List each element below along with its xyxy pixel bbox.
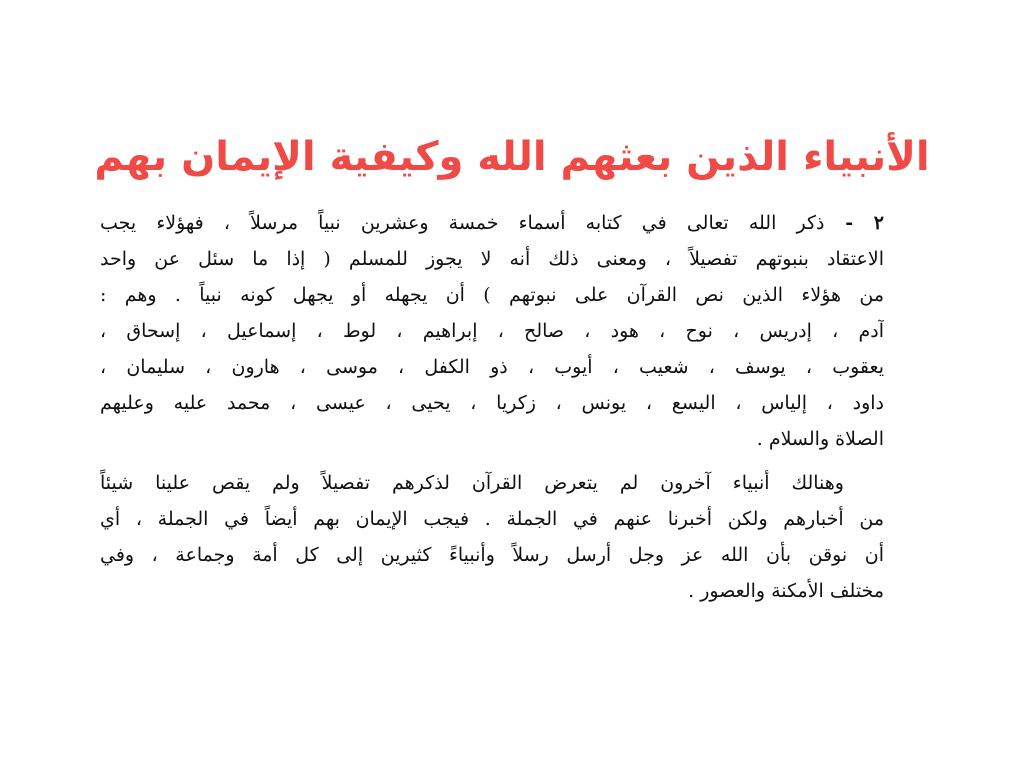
text-line: الاعتقاد بنبوتهم تفصيلاً ، ومعنى ذلك أنه لا يجوز للمسلم ( إذا ما سئل عن واحد bbox=[100, 248, 884, 270]
text-line: آدم ، إدريس ، نوح ، هود ، صالح ، إبراهيم ، لوط ، إسماعيل ، إسحاق ، bbox=[100, 320, 884, 342]
paragraph-other-prophets bbox=[100, 465, 884, 609]
text-line: الصلاة والسلام . bbox=[756, 428, 884, 450]
text-line bbox=[100, 205, 884, 241]
slide-title: الأنبياء الذين بعثهم الله وكيفية الإيمان بهم bbox=[94, 133, 930, 180]
paragraph-prophets-named bbox=[100, 205, 884, 457]
text-line: داود ، إلياس ، اليسع ، يونس ، زكريا ، يحيى ، عيسى ، محمد عليه وعليهم bbox=[100, 392, 884, 414]
text-line: مختلف الأمكنة والعصور . bbox=[688, 580, 884, 602]
text-line: من أخبارهم ولكن أخبرنا عنهم في الجملة . فيجب الإيمان بهم أيضاً في الجملة ، أي bbox=[100, 508, 884, 530]
text-line: من هؤلاء الذين نص القرآن على نبوتهم ) أن يجهله أو يجهل كونه نبياً . وهم : bbox=[100, 284, 884, 306]
text-line-content: ذكر الله تعالى في كتابه أسماء خمسة وعشرين نبياً مرسلاً ، فهؤلاء يجب bbox=[100, 212, 825, 234]
text-line: وهنالك أنبياء آخرون لم يتعرض القرآن لذكرهم تفصيلاً ولم يقص علينا شيئاً bbox=[100, 472, 844, 494]
paragraph-number: ٢ - bbox=[824, 212, 884, 234]
text-line: أن نوقن بأن الله عز وجل أرسل رسلاً وأنبياءً كثيرين إلى كل أمة وجماعة ، وفي bbox=[100, 544, 884, 566]
scanned-text-block bbox=[100, 205, 884, 609]
text-line: يعقوب ، يوسف ، شعيب ، أيوب ، ذو الكفل ، موسى ، هارون ، سليمان ، bbox=[100, 356, 884, 378]
